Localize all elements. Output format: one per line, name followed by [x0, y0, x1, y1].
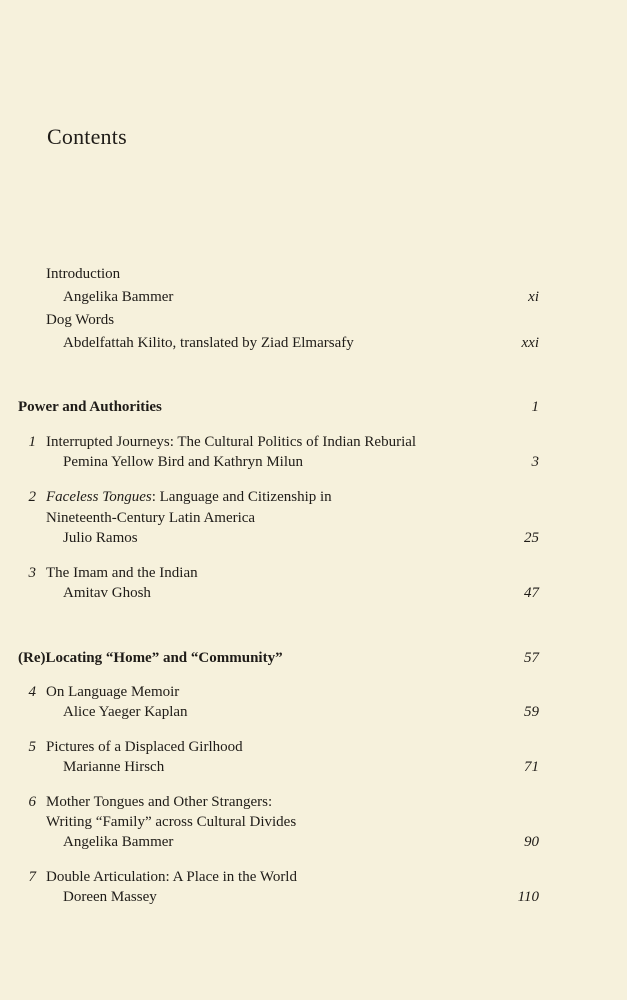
chapter-number: 1 [28, 434, 36, 450]
chapter-title [46, 488, 332, 506]
chapter-page: 59 [524, 704, 539, 720]
chapter-author: Marianne Hirsch [63, 759, 165, 775]
chapter-author: Julio Ramos [63, 530, 138, 546]
chapter-title-italic: Faceless Tongues [46, 489, 152, 505]
entry-introduction-page: xi [528, 289, 539, 305]
part-heading-power-page: 1 [531, 399, 539, 415]
entry-dog-words-author: Abdelfattah Kilito, translated by Ziad Elmarsafy [63, 335, 354, 351]
chapter-page: 3 [531, 454, 539, 470]
chapter-page: 90 [524, 834, 539, 850]
chapter-number: 3 [28, 565, 36, 581]
chapter-title-line2: Nineteenth-Century Latin America [46, 510, 256, 526]
chapter-title: Interrupted Journeys: The Cultural Politics of Indian Reburial [46, 434, 417, 450]
part-heading-power: Power and Authorities [18, 399, 162, 415]
chapter-author: Doreen Massey [63, 889, 157, 905]
chapter-number: 6 [28, 794, 36, 810]
chapter-title: On Language Memoir [46, 684, 180, 700]
part-heading-relocating-page: 57 [524, 650, 539, 666]
chapter-title: Pictures of a Displaced Girlhood [46, 739, 243, 755]
chapter-number: 7 [28, 869, 36, 885]
page-title: Contents [47, 124, 127, 149]
chapter-author: Pemina Yellow Bird and Kathryn Milun [63, 454, 303, 470]
entry-introduction-author: Angelika Bammer [63, 289, 174, 305]
chapter-title: Double Articulation: A Place in the World [46, 869, 297, 885]
chapter-number: 2 [28, 489, 36, 505]
entry-introduction-title: Introduction [46, 266, 121, 282]
part-heading-relocating: (Re)Locating “Home” and “Community” [18, 650, 283, 666]
chapter-number: 4 [28, 684, 36, 700]
chapter-page: 71 [524, 759, 539, 775]
chapter-page: 110 [517, 889, 539, 905]
chapter-author: Amitav Ghosh [63, 585, 151, 601]
chapter-page: 25 [524, 530, 539, 546]
chapter-title-line2: Writing “Family” across Cultural Divides [46, 814, 297, 830]
chapter-page: 47 [524, 585, 539, 601]
chapter-author: Angelika Bammer [63, 834, 174, 850]
chapter-title: Mother Tongues and Other Strangers: [46, 794, 273, 810]
chapter-title-rest: : Language and Citizenship in [151, 489, 332, 505]
chapter-title: The Imam and the Indian [46, 565, 198, 581]
entry-dog-words-page: xxi [521, 335, 539, 351]
entry-dog-words-title: Dog Words [46, 312, 115, 328]
chapter-number: 5 [28, 739, 36, 755]
chapter-author: Alice Yaeger Kaplan [63, 704, 188, 720]
